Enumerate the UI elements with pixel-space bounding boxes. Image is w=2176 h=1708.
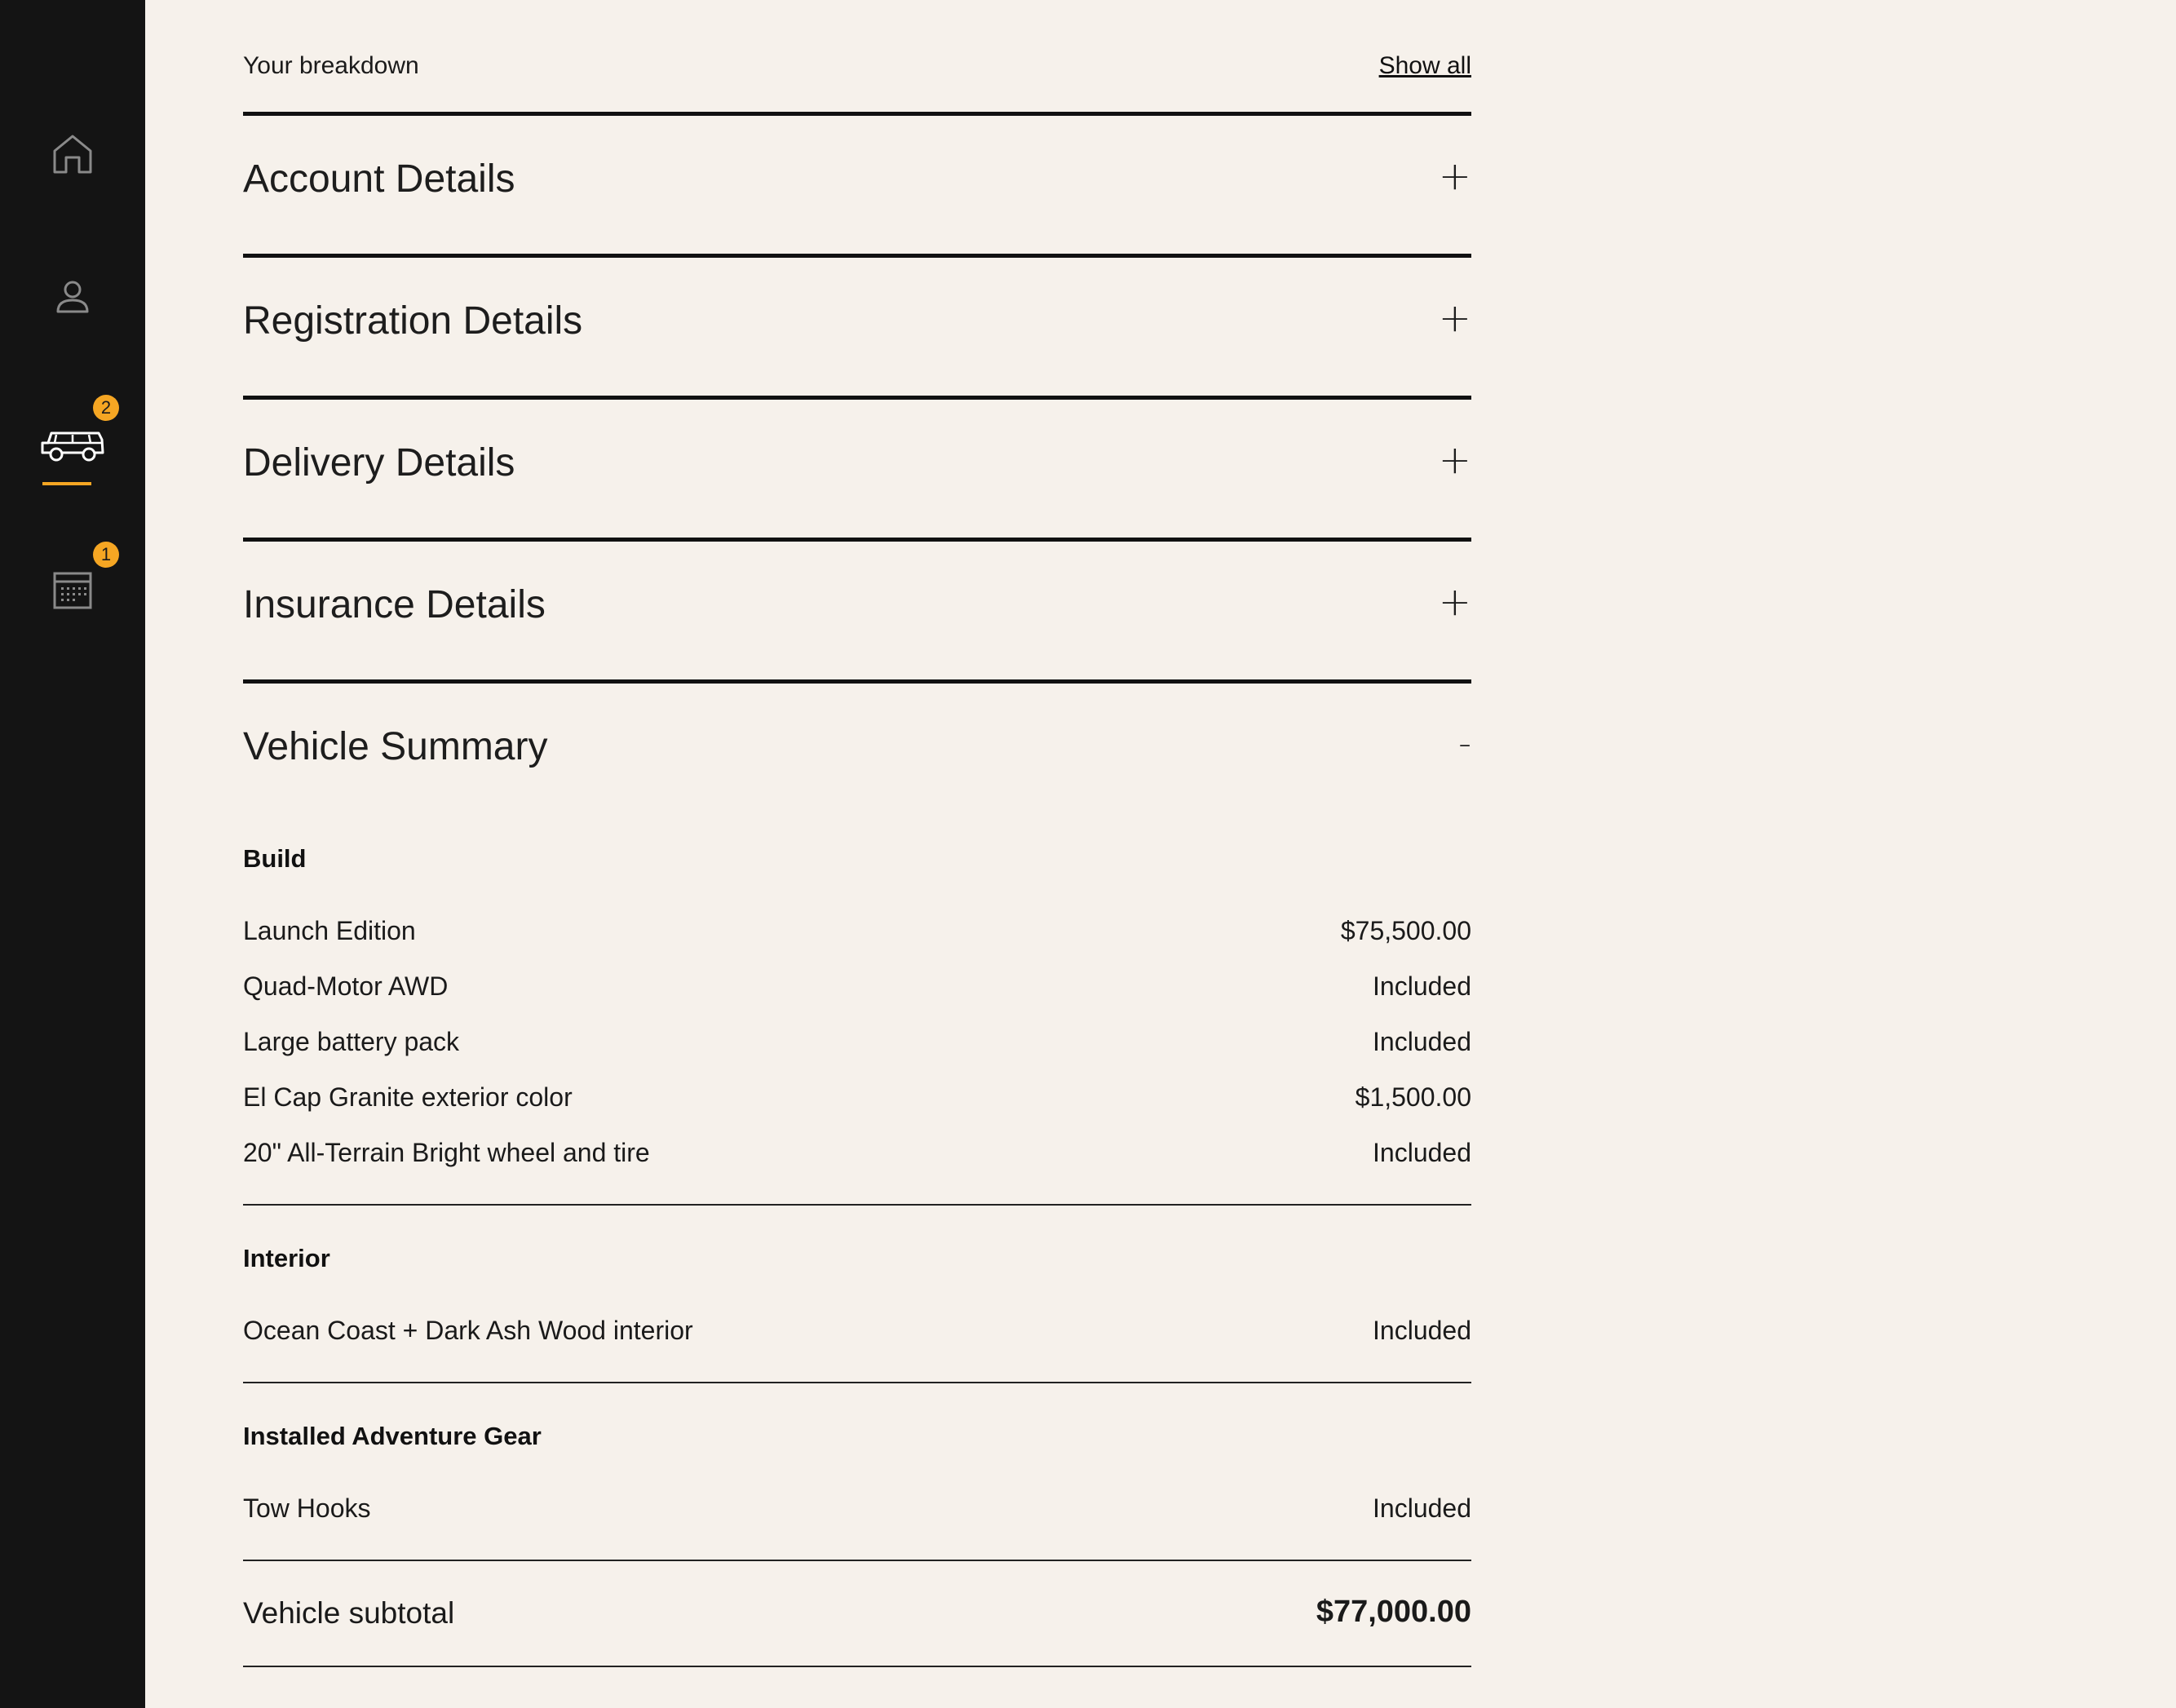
- item-name: Quad-Motor AWD: [243, 971, 449, 1001]
- sidebar-item-calendar[interactable]: [0, 542, 145, 639]
- active-indicator: [42, 482, 91, 485]
- section-label: Account Details: [243, 157, 515, 201]
- list-item: [243, 1493, 1471, 1526]
- section-label: Registration Details: [243, 299, 583, 343]
- expand-icon[interactable]: +: [1438, 295, 1471, 341]
- item-name: El Cap Granite exterior color: [243, 1082, 573, 1112]
- item-price: $75,500.00: [1340, 916, 1471, 945]
- item-name: Large battery pack: [243, 1027, 460, 1056]
- expand-icon[interactable]: +: [1438, 579, 1471, 625]
- item-name: 20" All-Terrain Bright wheel and tire: [243, 1138, 650, 1167]
- list-item: [243, 971, 1471, 1004]
- divider: [243, 1382, 1471, 1383]
- subtotal-value: $77,000.00: [1316, 1595, 1471, 1629]
- item-price: Included: [1373, 1316, 1471, 1345]
- item-price: Included: [1373, 1493, 1471, 1523]
- show-all-link[interactable]: Show all: [1378, 52, 1471, 79]
- group-title-installed-adventure-gear: Installed Adventure Gear: [243, 1422, 542, 1450]
- item-price: Included: [1373, 971, 1471, 1001]
- group-title-build: Build: [243, 844, 307, 873]
- list-item: [243, 1316, 1471, 1348]
- section-label: Vehicle Summary: [243, 725, 548, 768]
- item-name: Launch Edition: [243, 916, 416, 945]
- subtotal-label: Vehicle subtotal: [243, 1596, 455, 1630]
- section-registration-details[interactable]: [243, 254, 1471, 396]
- calendar-notification-badge: 1: [93, 542, 119, 568]
- item-price: Included: [1373, 1027, 1471, 1056]
- section-vehicle-summary[interactable]: [243, 679, 1471, 821]
- vehicle-subtotal: [243, 1596, 1471, 1637]
- item-name: Ocean Coast + Dark Ash Wood interior: [243, 1316, 693, 1345]
- list-item: [243, 1027, 1471, 1060]
- group-title-interior: Interior: [243, 1244, 330, 1272]
- item-price: $1,500.00: [1355, 1082, 1471, 1112]
- page-title: Your breakdown: [243, 52, 419, 79]
- vehicle-notification-badge: 2: [93, 395, 119, 421]
- expand-icon[interactable]: +: [1438, 437, 1471, 483]
- list-item: [243, 1138, 1471, 1170]
- section-insurance-details[interactable]: [243, 538, 1471, 679]
- item-name: Tow Hooks: [243, 1493, 371, 1523]
- divider: [243, 1666, 1471, 1667]
- section-label: Insurance Details: [243, 583, 546, 626]
- divider: [243, 1560, 1471, 1561]
- sidebar-item-vehicle[interactable]: [0, 396, 145, 494]
- home-icon: [51, 131, 95, 175]
- user-icon: [55, 279, 91, 315]
- list-item: [243, 1082, 1471, 1115]
- breakdown-header: [243, 52, 1471, 85]
- divider: [243, 1204, 1471, 1206]
- item-price: Included: [1373, 1138, 1471, 1167]
- section-label: Delivery Details: [243, 441, 515, 485]
- section-delivery-details[interactable]: [243, 396, 1471, 538]
- vehicle-icon: [40, 428, 105, 462]
- collapse-icon[interactable]: -: [1458, 723, 1471, 764]
- sidebar-item-home[interactable]: [0, 104, 145, 202]
- sidebar-item-profile[interactable]: [0, 248, 145, 346]
- calendar-icon: [52, 570, 93, 611]
- section-account-details[interactable]: [243, 112, 1471, 254]
- list-item: [243, 916, 1471, 949]
- sidebar: [0, 0, 145, 1708]
- expand-icon[interactable]: +: [1438, 153, 1471, 199]
